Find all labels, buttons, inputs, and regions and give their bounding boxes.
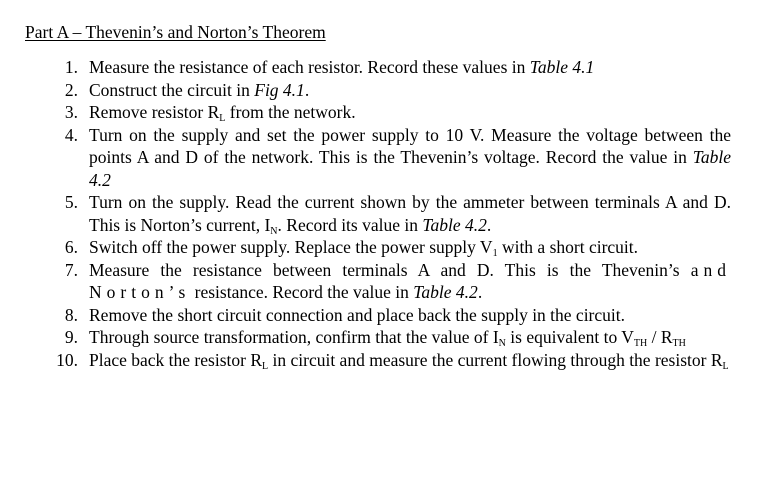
- procedure-list: [0, 56, 763, 371]
- subscript: L: [262, 360, 269, 372]
- step-number: 5.: [64, 192, 78, 212]
- section-heading: Part A – Thevenin’s and Norton’s Theorem: [25, 22, 326, 42]
- step-number: 6.: [64, 237, 78, 257]
- list-item: [0, 191, 763, 236]
- subscript: 1: [492, 248, 498, 259]
- list-item: [0, 349, 763, 372]
- step-text: Measure the resistance between terminals A and D. This is the Thevenin’s and Norton’s resistance. Record the value in Table 4.2.: [89, 259, 731, 302]
- step-text: Remove resistor $R_L$ from the network.: [89, 102, 356, 124]
- list-item: [0, 79, 763, 102]
- list-item: [0, 326, 763, 349]
- list-item: [0, 56, 763, 79]
- subscript: TH: [633, 338, 648, 349]
- table-reference: Table 4.1: [529, 57, 595, 77]
- list-item: [0, 259, 763, 304]
- step-number: 10.: [56, 349, 78, 370]
- step-number: 4.: [64, 124, 78, 145]
- table-reference: Table 4.2: [422, 214, 487, 235]
- list-item: [0, 124, 763, 192]
- step-number: 3.: [64, 102, 78, 122]
- step-text: Place back the resistor $R_L$ in circuit and measure the current flowing through the resistor $R_L$: [89, 349, 729, 372]
- list-item: [0, 101, 763, 124]
- step-text: Turn on the supply and set the power supply to 10 V. Measure the voltage between the points A and D of the network. This is the Thevenin’s voltage. Record the value in Table 4.2: [89, 124, 731, 190]
- table-reference: Table 4.2: [89, 147, 731, 190]
- subscript: TH: [672, 338, 686, 349]
- spaced-text: and Norton’s: [89, 259, 731, 302]
- subscript: N: [270, 225, 278, 237]
- step-number: 8.: [64, 304, 78, 325]
- step-number: 9.: [64, 327, 78, 347]
- step-text: Switch off the power supply. Replace the power supply $V_1$ with a short circuit.: [89, 237, 639, 259]
- step-number: 7.: [64, 259, 78, 280]
- figure-reference: Fig 4.1: [254, 79, 305, 100]
- step-number: 2.: [64, 79, 78, 100]
- step-number: 1.: [64, 57, 78, 77]
- subscript: N: [498, 338, 506, 349]
- list-item: [0, 236, 763, 259]
- table-reference: Table 4.2: [413, 282, 478, 302]
- step-text: Turn on the supply. Read the current shown by the ammeter between terminals A and D. This is Norton’s current, $I_N$. Record its value in Table 4.2.: [89, 192, 731, 237]
- subscript: L: [722, 360, 729, 372]
- step-text: Measure the resistance of each resistor. Record these values in Table 4.1: [89, 57, 595, 77]
- subscript: L: [219, 113, 226, 124]
- step-text: Through source transformation, confirm that the value of $I_N$ is equivalent to $V_{TH} / R_{TH}$: [89, 327, 686, 349]
- step-text: Remove the short circuit connection and place back the supply in the circuit.: [89, 304, 626, 325]
- list-item: [0, 304, 763, 327]
- step-text: Construct the circuit in Fig 4.1.: [89, 79, 310, 100]
